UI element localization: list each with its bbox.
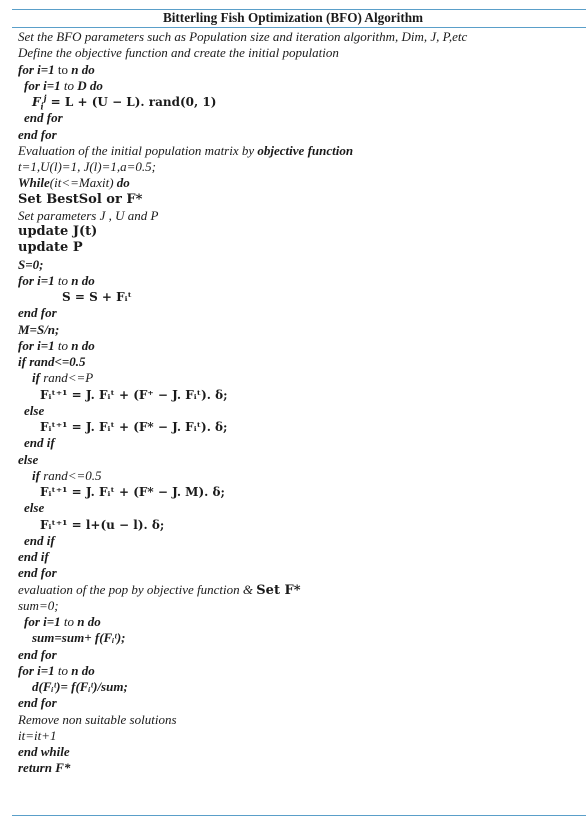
line-31: Fᵢᵗ⁺¹ = l+(u − l). δ;: [40, 517, 165, 532]
line-44: it=it+1: [18, 727, 57, 743]
line-14: update P: [18, 240, 83, 256]
line-17: S = S + Fᵢᵗ: [62, 290, 132, 304]
line-11: Set BestSol or F*: [18, 191, 143, 207]
line-45: end while: [18, 744, 70, 759]
line-28: if rand<=0.5: [32, 467, 102, 483]
line-38: sum=sum+ f(Fᵢᵗ);: [32, 630, 126, 646]
line-33: end if: [18, 549, 49, 564]
line-18: end for: [18, 305, 57, 321]
line-26: end if: [24, 435, 55, 451]
line-09: t=1,U(l)=1, J(l)=1,a=0.5;: [18, 159, 156, 174]
algorithm-title: Bitterling Fish Optimization (BFO) Algorithm: [162, 10, 424, 25]
algorithm-body: [18, 29, 580, 777]
line-10: While(it<=Maxit) do: [18, 175, 130, 191]
header-rule: [12, 27, 586, 28]
line-12: Set parameters J , U and P: [18, 207, 159, 223]
line-21: if rand<=0.5: [18, 354, 86, 369]
line-41: d(Fᵢᵗ)= f(Fᵢᵗ)/sum;: [32, 679, 128, 694]
line-32: end if: [24, 532, 55, 548]
line-07: end for: [18, 126, 57, 142]
line-05: $F_i^j = L + (U - L)$. rand(0, 1): [32, 93, 217, 112]
line-46: return F*: [18, 760, 71, 776]
line-08: Evaluation of the initial population matrix by objective function: [18, 142, 354, 158]
line-27: else: [18, 451, 39, 467]
line-29: Fᵢᵗ⁺¹ = J. Fᵢᵗ + (F* − J. M). δ;: [40, 485, 225, 499]
line-04: for i=1 to D do: [24, 77, 103, 93]
line-24: else: [24, 402, 45, 418]
line-03: for i=1 to n do: [18, 61, 95, 77]
line-25: Fᵢᵗ⁺¹ = J. Fᵢᵗ + (F* − J. Fᵢᵗ). δ;: [40, 420, 228, 434]
line-13: update J(t): [18, 224, 98, 239]
line-43: Remove non suitable solutions: [18, 711, 177, 727]
line-19: M=S/n;: [18, 321, 60, 337]
line-37: for i=1 to n do: [24, 614, 101, 629]
line-16: for i=1 to n do: [18, 272, 95, 288]
line-15: S=0;: [18, 256, 44, 272]
line-06: end for: [24, 110, 63, 126]
line-20: for i=1 to n do: [18, 337, 95, 353]
line-40: for i=1 to n do: [18, 662, 95, 678]
line-02: Define the objective function and create the initial population: [18, 45, 339, 61]
line-22: if rand<=P: [32, 370, 94, 386]
line-30: else: [24, 500, 45, 516]
line-35: evaluation of the pop by objective function & Set F*: [18, 581, 301, 598]
bottom-rule: [12, 815, 586, 816]
line-42: end for: [18, 695, 57, 711]
line-01: Set the BFO parameters such as Population size and iteration algorithm, Dim, J, P,etc: [18, 29, 468, 44]
line-36: sum=0;: [18, 597, 59, 613]
line-34: end for: [18, 565, 57, 581]
line-39: end for: [18, 646, 57, 662]
line-23: Fᵢᵗ⁺¹ = J. Fᵢᵗ + (F⁺ − J. Fᵢᵗ). δ;: [40, 387, 228, 402]
